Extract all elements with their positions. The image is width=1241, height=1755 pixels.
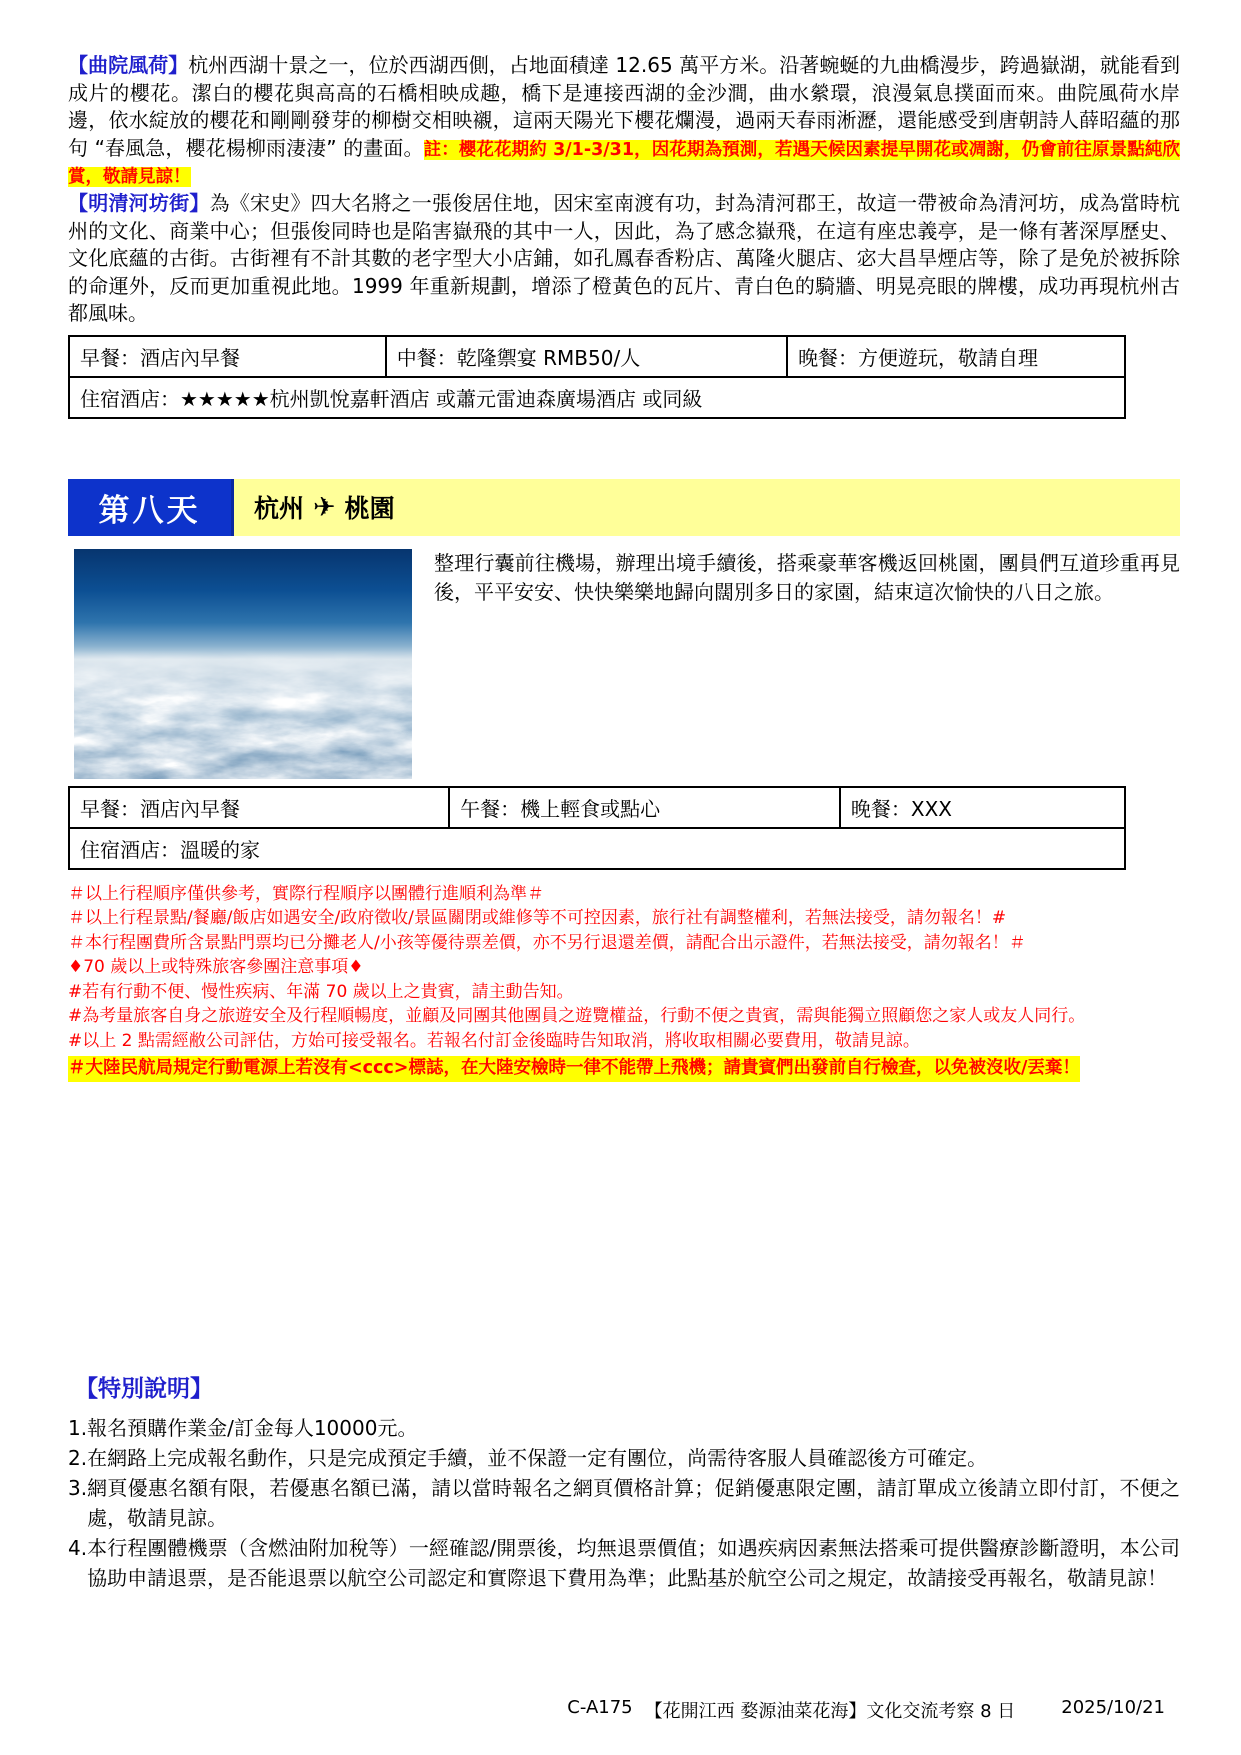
special-notes-section [68, 1370, 1180, 1593]
quyuan-section-body: 杭州西湖十景之一，位於西湖西側，占地面積達 12.65 萬平方米。沿著蜿蜒的九曲橋漫步，跨過嶽湖，就能看到成片的櫻花。潔白的櫻花與高高的石橋相映成趣，橋下是連接西湖的金沙澗，曲水縈環，浪漫氣息撲面而來。曲院風荷水岸邊，依水綻放的櫻花和剛剛發芽的柳樹交相映襯，這兩天陽光下櫻花爛漫，過兩天春雨淅瀝，還能感受到唐朝詩人薛昭蘊的那句 “春風急，櫻花楊柳雨淒淒” 的畫面。 [68, 53, 1180, 160]
day7-breakfast-cell: 早餐：酒店內早餐 [69, 336, 386, 377]
item-text: 在網路上完成報名動作，只是完成預定手續，並不保證一定有團位，尚需待客服人員確認後方可確定。 [87, 1445, 988, 1470]
aerial-clouds-photo [74, 549, 412, 779]
airplane-icon: ✈ [313, 491, 336, 523]
list-item [68, 1533, 1180, 1593]
notice-line: #以上 2 點需經敝公司評估，方始可接受報名。若報名付訂金後臨時告知取消，將收取相關必要費用，敬請見諒。 [68, 1030, 920, 1051]
day8-meal-table [68, 786, 1126, 870]
item-number: 2. [68, 1445, 88, 1470]
item-number: 3. [68, 1475, 88, 1500]
tour-code-title [567, 1697, 1015, 1723]
hefang-section-title: 【明清河坊街】 [68, 190, 210, 215]
item-text: 本行程團體機票（含燃油附加稅等）一經確認/開票後，均無退票價值；如遇疾病因素無法搭乘可提供醫療診斷證明，本公司協助申請退票，是否能退票以航空公司認定和實際退下費用為準；此點基於航空公司之規定，故請接受再報名，敬請見諒！ [87, 1535, 1180, 1590]
notice-line: ＃以上行程順序僅供參考，實際行程順序以團體行進順利為準＃ [68, 883, 544, 904]
hefang-paragraph [68, 190, 1180, 328]
item-text: 報名預購作業金/訂金每人10000元。 [87, 1415, 418, 1440]
day8-hotel-cell: 住宿酒店：溫暖的家 [69, 828, 1125, 869]
quyuan-section-title: 【曲院風荷】 [68, 53, 189, 77]
item-number: 1. [68, 1415, 88, 1440]
day8-dinner-cell: 晚餐：XXX [840, 787, 1125, 828]
hefang-section-body: 為《宋史》四大名將之一張俊居住地，因宋室南渡有功，封為清河郡王，故這一帶被命為清河坊，成為當時杭州的文化、商業中心；但張俊同時也是陷害嶽飛的其中一人，因此，為了感念嶽飛，在這有座忠義亭，是一條有著深厚歷史、文化底蘊的古街。古街裡有不計其數的老字型大小店鋪，如孔鳳春香粉店、萬隆火腿店、宓大昌旱煙店等，除了是免於被拆除的命運外，反而更加重視此地。1999 年重新規劃，增添了橙黃色的瓦片、青白色的騎牆、明晃亮眼的牌樓，成功再現杭州古都風味。 [68, 190, 1181, 326]
table-row [69, 336, 1125, 377]
quyuan-paragraph [68, 52, 1180, 190]
day8-description: 整理行囊前往機場，辦理出境手續後，搭乘豪華客機返回桃園，團員們互道珍重再見後，平平安安、快快樂樂地歸向闊別多日的家園，結束這次愉快的八日之旅。 [434, 550, 1180, 604]
day-number-badge: 第八天 [68, 479, 234, 536]
page-footer [68, 1697, 1165, 1723]
special-notes-list [68, 1413, 1180, 1593]
day7-lunch-cell: 中餐：乾隆禦宴 RMB50/人 [386, 336, 787, 377]
item-text: 網頁優惠名額有限，若優惠名額已滿，請以當時報名之網頁價格計算；促銷優惠限定團，請訂單成立後請立即付訂，不便之處，敬請見諒。 [87, 1475, 1180, 1530]
blank-space [68, 1082, 1180, 1370]
table-row [69, 787, 1125, 828]
day8-header-banner [68, 479, 1180, 536]
route-to: 桃園 [344, 494, 395, 524]
day7-dinner-cell: 晚餐：方便遊玩，敬請自理 [787, 336, 1125, 377]
item-number: 4. [68, 1535, 88, 1560]
sakura-season-note: 註：櫻花花期約 3/1-3/31，因花期為預測，若遇天候因素提早開花或凋謝，仍會前往原景點純欣賞，敬請見諒！ [68, 139, 1180, 188]
list-item [68, 1413, 1180, 1443]
day7-hotel-cell: 住宿酒店：★★★★★杭州凱悅嘉軒酒店 或蕭元雷迪森廣場酒店 或同級 [69, 377, 1125, 418]
notice-line: ＃本行程團費所含景點門票均已分攤老人/小孩等優待票差價，亦不另行退還差價，請配合出示證件，若無法接受，請勿報名！＃ [68, 932, 1026, 953]
notices-block [68, 882, 1180, 1082]
table-row [69, 377, 1125, 418]
special-notes-title: 【特別說明】 [75, 1375, 213, 1402]
day8-lunch-cell: 午餐：機上輕食或點心 [449, 787, 840, 828]
day8-content [68, 549, 1180, 779]
table-row [69, 828, 1125, 869]
notice-line: #若有行動不便、慢性疾病、年滿 70 歲以上之貴賓，請主動告知。 [68, 981, 574, 1002]
footer-date: 2025/10/21 [1061, 1697, 1165, 1718]
route-from: 杭州 [254, 494, 305, 524]
notice-line: #為考量旅客自身之旅遊安全及行程順暢度，並顧及同團其他團員之遊覽權益，行動不便之貴賓，需與能獨立照顧您之家人或友人同行。 [68, 1006, 1086, 1027]
notice-line: ♦70 歲以上或特殊旅客參團注意事項♦ [68, 957, 364, 978]
notice-line: ＃以上行程景點/餐廳/飯店如遇安全/政府徵收/景區關閉或維修等不可控因素，旅行社有調整權利，若無法接受，請勿報名！# [68, 908, 1007, 929]
tour-code: C-A175 [567, 1697, 633, 1718]
day7-meal-table [68, 335, 1126, 419]
day-route-title [234, 479, 1180, 536]
tour-title: 【花開江西 婺源油菜花海】文化交流考察 8 日 [644, 1701, 1016, 1722]
day8-breakfast-cell: 早餐：酒店內早餐 [69, 787, 449, 828]
list-item [68, 1473, 1180, 1533]
power-bank-warning: ＃大陸民航局規定行動電源上若沒有<ccc>標誌，在大陸安檢時一律不能帶上飛機；請貴賓們出發前自行檢查，以免被沒收/丟棄！ [68, 1056, 1080, 1081]
list-item [68, 1443, 1180, 1473]
